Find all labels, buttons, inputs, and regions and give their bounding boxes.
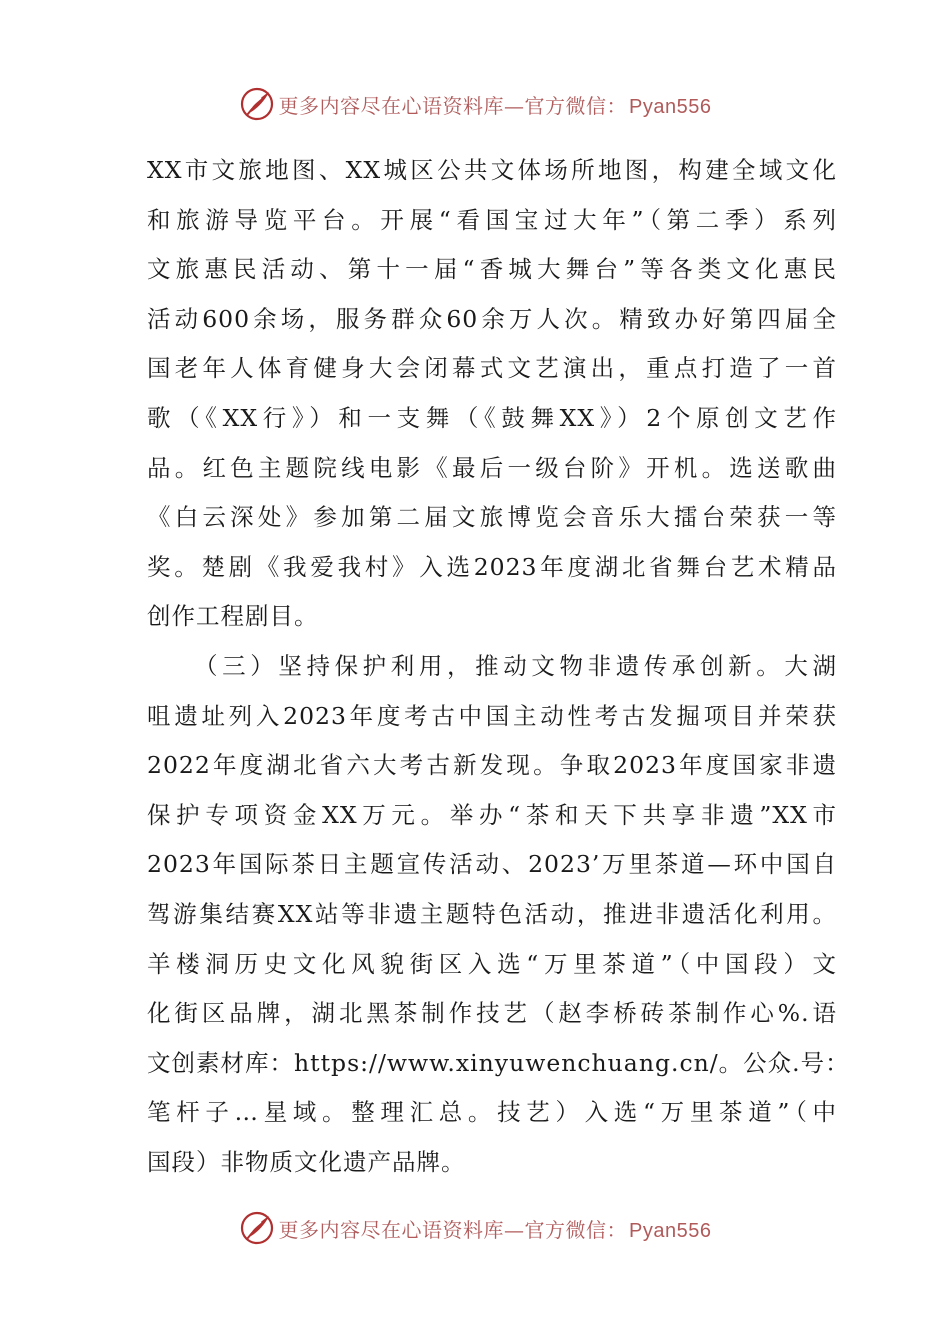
watermark-header xyxy=(0,84,950,124)
text-line: 文旅惠民活动、第十一届“香城大舞台”等各类文化惠民 xyxy=(147,255,837,284)
text-line: 化街区品牌，湖北黑茶制作技艺（赵李桥砖茶制作心%.语 xyxy=(147,999,837,1028)
text-line: 奖。楚剧《我爱我村》入选2023年度湖北省舞台艺术精品 xyxy=(147,552,837,581)
text-line: 创作工程剧目。 xyxy=(147,602,319,631)
watermark-wechat-id: Pyan556 xyxy=(629,95,712,118)
quill-logo-icon xyxy=(239,1210,275,1246)
watermark-brand: 更多内容尽在心语资料库 xyxy=(278,1217,505,1242)
watermark-footer xyxy=(0,1208,950,1248)
watermark-label: 官方微信： xyxy=(524,1217,628,1242)
text-line: 国段）非物质文化遗产品牌。 xyxy=(147,1147,466,1176)
quill-logo-icon xyxy=(239,86,275,122)
text-line: 2023年国际茶日主题宣传活动、2023’万里茶道—环中国自 xyxy=(147,850,837,879)
paragraph xyxy=(147,146,837,642)
text-line: 国老年人体育健身大会闭幕式文艺演出，重点打造了一首 xyxy=(147,354,837,383)
text-line: 笔杆子…星域。整理汇总。技艺）入选“万里茶道”（中 xyxy=(147,1098,837,1127)
text-line: 品。红色主题院线电影《最后一级台阶》开机。选送歌曲 xyxy=(147,453,837,482)
text-line: 羊楼洞历史文化风貌街区入选“万里茶道”（中国段）文 xyxy=(147,949,837,978)
text-line: XX市文旅地图、XX城区公共文体场所地图，构建全域文化 xyxy=(147,156,837,184)
text-line: 歌（《XX行》）和一支舞（《鼓舞XX》）2个原创文艺作 xyxy=(147,403,837,432)
text-line: 文创素材库：https://www.xinyuwenchuang.cn/。公众.号： xyxy=(147,1048,850,1077)
watermark-dash: — xyxy=(504,1217,525,1242)
text-line: 驾游集结赛XX站等非遗主题特色活动，推进非遗活化利用。 xyxy=(147,899,837,928)
paragraph xyxy=(147,642,850,1188)
text-line: 2022年度湖北省六大考古新发现。争取2023年度国家非遗 xyxy=(147,751,837,780)
section-heading-line: （三）坚持保护利用，推动文物非遗传承创新。大湖 xyxy=(194,651,837,680)
watermark-text xyxy=(279,1214,712,1243)
watermark-text xyxy=(279,90,712,119)
text-line: 保护专项资金XX万元。举办“茶和天下共享非遗”XX市 xyxy=(147,800,837,829)
watermark-wechat-id: Pyan556 xyxy=(629,1219,712,1242)
watermark-brand: 更多内容尽在心语资料库 xyxy=(278,93,505,118)
text-line: 《白云深处》参加第二届文旅博览会音乐大擂台荣获一等 xyxy=(147,503,837,532)
text-line: 咀遗址列入2023年度考古中国主动性考古发掘项目并荣获 xyxy=(147,701,837,730)
watermark-dash: — xyxy=(504,93,525,118)
watermark-label: 官方微信： xyxy=(524,93,628,118)
text-line: 活动600余场，服务群众60余万人次。精致办好第四届全 xyxy=(147,304,837,333)
document-body xyxy=(147,146,850,1187)
text-line: 和旅游导览平台。开展“看国宝过大年”（第二季）系列 xyxy=(147,205,837,234)
